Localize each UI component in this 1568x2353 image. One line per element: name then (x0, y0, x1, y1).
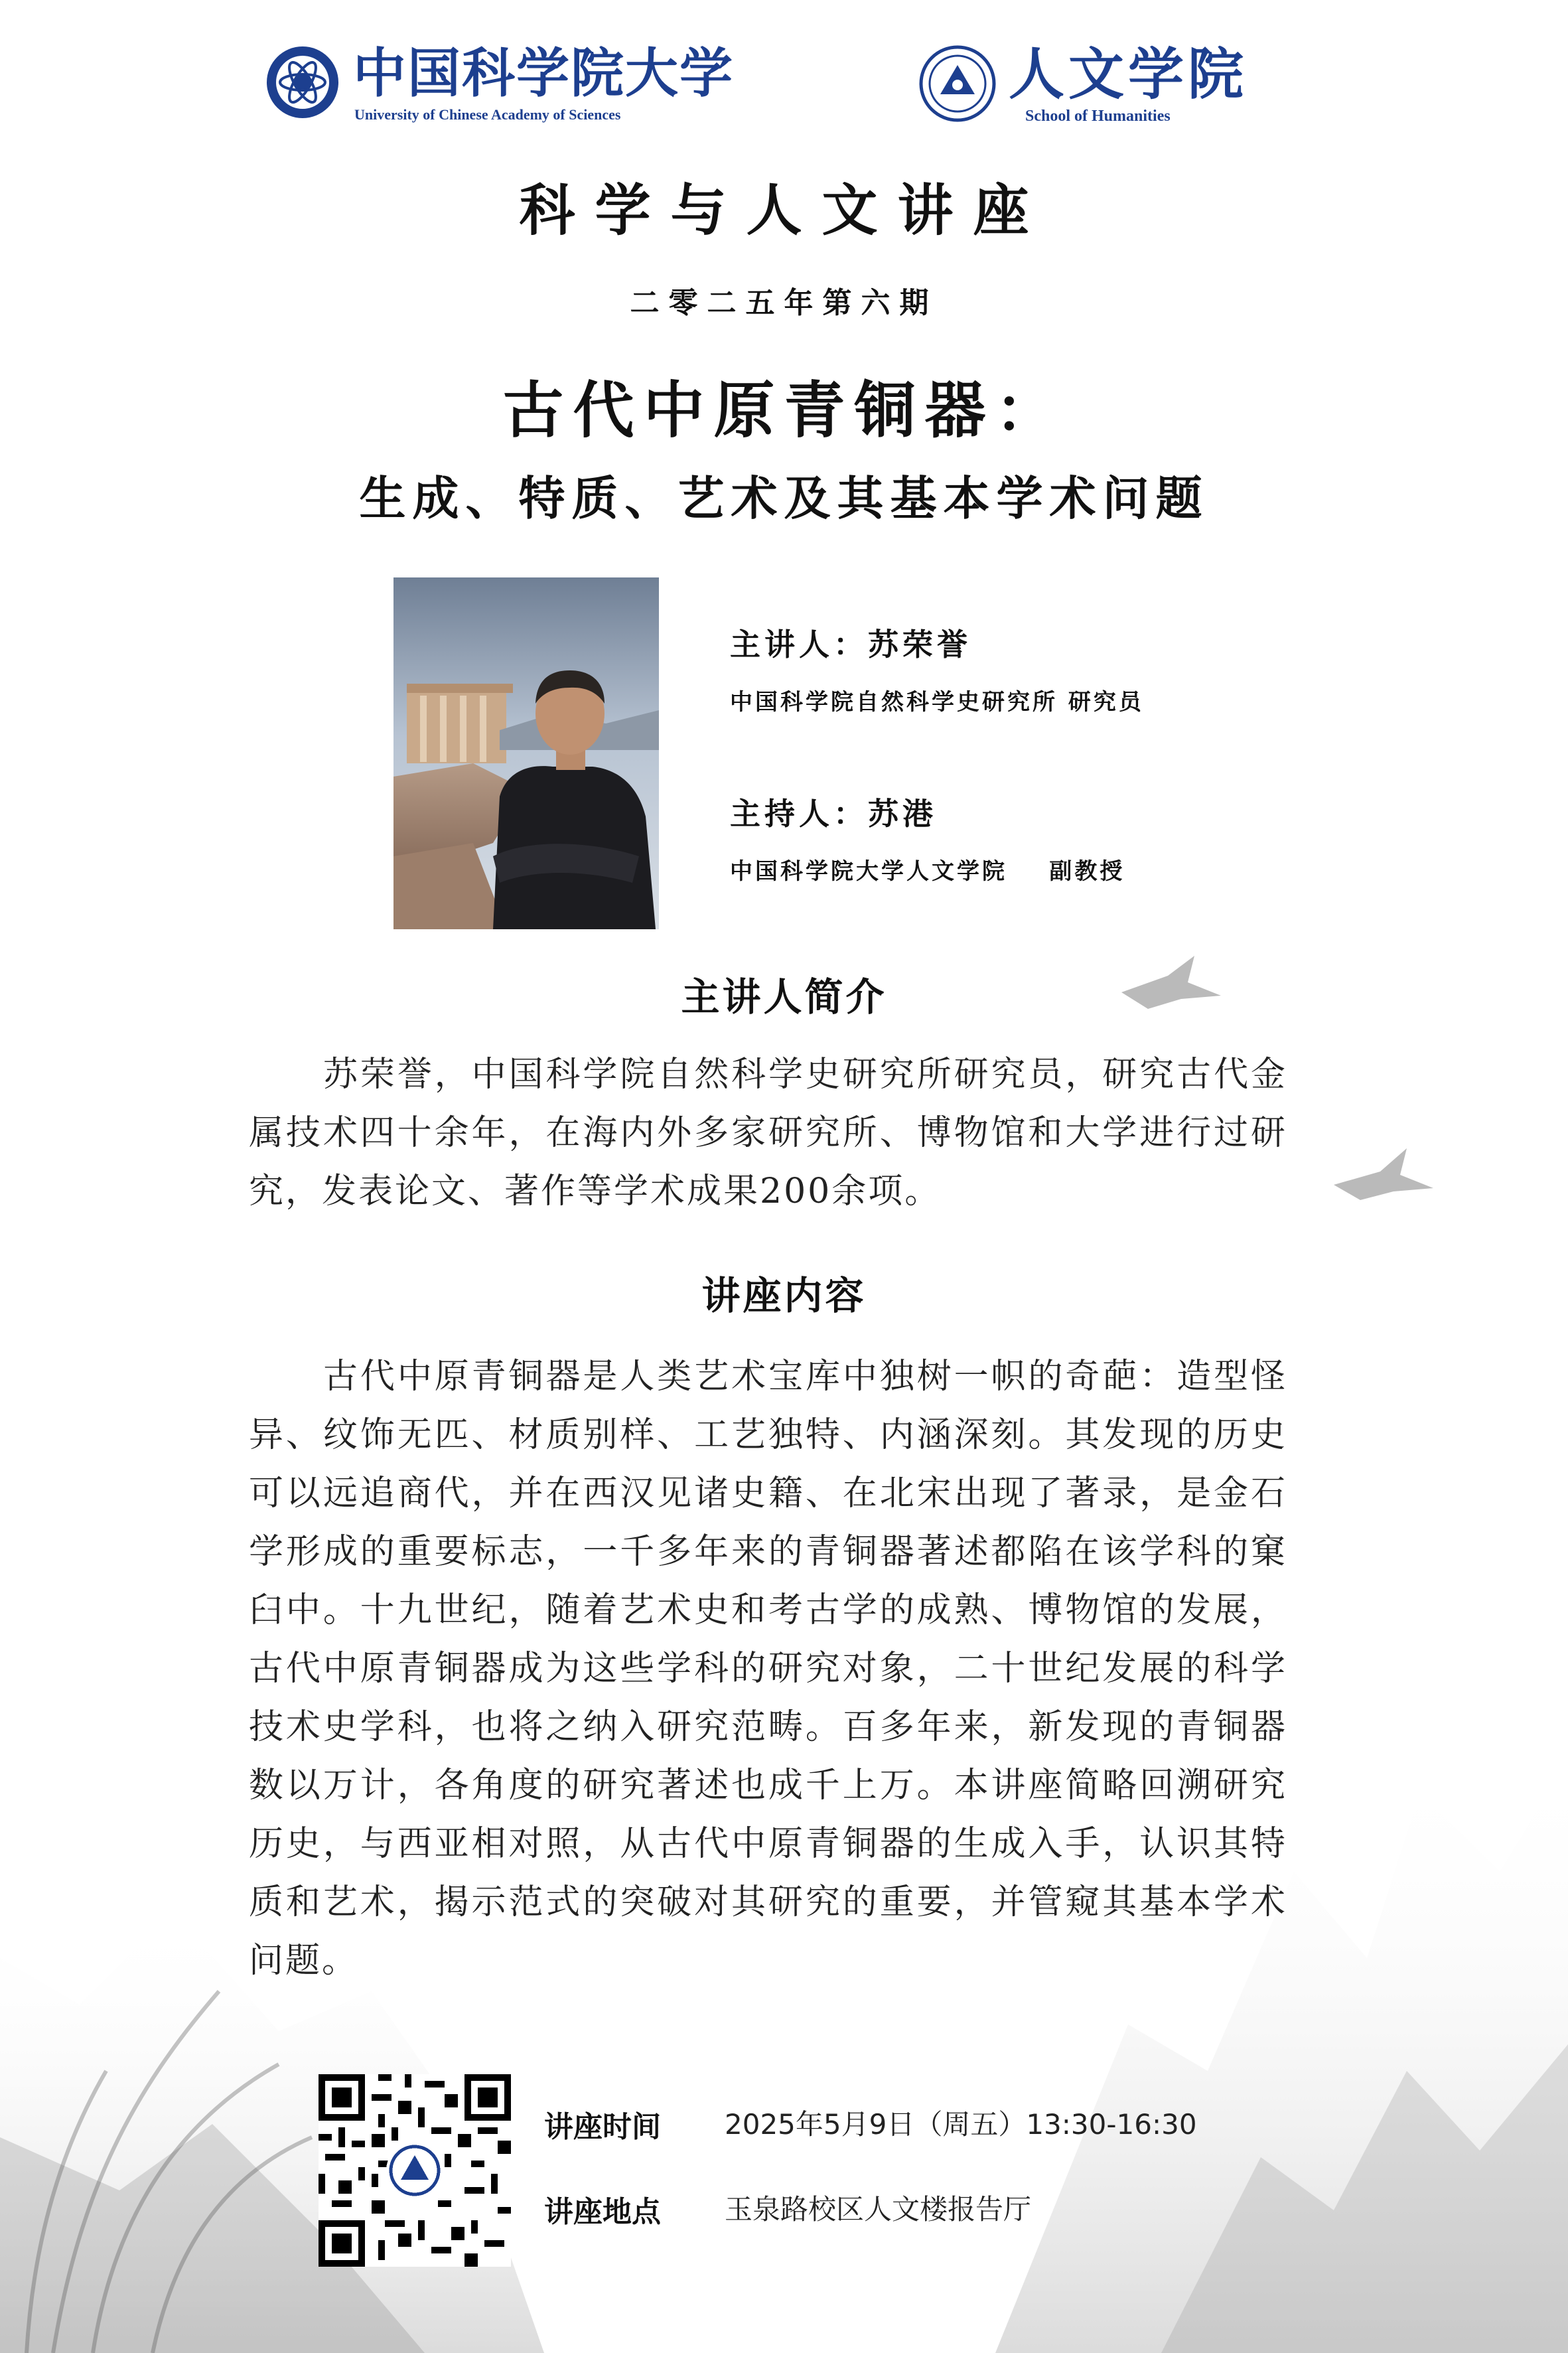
ucas-name-en: University of Chinese Academy of Sciences (354, 106, 621, 123)
ucas-name-cn: 中国科学院大学 (353, 42, 734, 104)
content-heading: 讲座内容 (701, 1273, 867, 1318)
humanities-seal-icon (919, 45, 996, 122)
humanities-logo (919, 41, 1264, 127)
place-value: 玉泉路校区人文楼报告厅 (725, 2193, 1032, 2226)
host-affiliation-line (730, 853, 1125, 885)
speaker-affiliation: 中国科学院自然科学史研究所 (730, 689, 1058, 716)
host-name: 苏港 (868, 796, 937, 832)
time-label: 讲座时间 (544, 2110, 661, 2144)
speaker-position: 研究员 (1068, 689, 1144, 716)
content-paragraph: 古代中原青铜器是人类艺术宝库中独树一帜的奇葩：造型怪异、纹饰无匹、材质别样、工艺独特、内涵深刻。其发现的历史可以远追商代，并在西汉见诸史籍、在北宋出现了著录，是金石学形成的重要标志，一千多年来的青铜器著述都陷在该学科的窠臼中。十九世纪，随着艺术史和考古学的成熟、博物馆的发展，古代中原青铜器成为这些学科的研究对象，二十世纪发展的科学技术史学科，也将之纳入研究范畴。百多年来，新发现的青铜器数以万计，各角度的研究著述也成千上万。本讲座简略回溯研究历史，与西亚相对照，从古代中原青铜器的生成入手，认识其特质和艺术，揭示范式的突破对其研究的重要，并管窥其基本学术问题。 (249, 1357, 1287, 1981)
host-affiliation: 中国科学院大学人文学院 (730, 858, 1007, 885)
speaker-photo (393, 577, 659, 929)
place-label: 讲座地点 (544, 2195, 661, 2229)
host-role-label: 主持人： (730, 796, 868, 832)
bio-heading: 主讲人简介 (681, 974, 887, 1020)
speaker-line (730, 621, 971, 664)
host-position: 副教授 (1049, 858, 1125, 885)
lecture-title: 古代中原青铜器： (502, 374, 1066, 446)
host-line (730, 790, 937, 834)
speaker-role-label: 主讲人： (730, 627, 868, 662)
time-value: 2025年5月9日（周五）13:30-16:30 (725, 2108, 1197, 2141)
lecture-subtitle: 生成、特质、艺术及其基本学术问题 (359, 471, 1209, 526)
bio-paragraph: 苏荣誉，中国科学院自然科学史研究所研究员，研究古代金属技术四十余年，在海内外多家研究所、博物馆和大学进行过研究，发表论文、著作等学术成果200余项。 (249, 1055, 1287, 1211)
speaker-affiliation-line (730, 684, 1144, 716)
series-title: 科学与人文讲座 (519, 177, 1049, 243)
ucas-seal-icon (265, 45, 340, 119)
issue-number: 二零二五年第六期 (630, 286, 938, 320)
humanities-name-cn: 人文学院 (1009, 41, 1248, 107)
humanities-name-en: School of Humanities (1025, 108, 1171, 125)
speaker-name: 苏荣誉 (868, 627, 971, 662)
ucas-logo (265, 40, 734, 126)
qr-code[interactable] (319, 2074, 511, 2267)
